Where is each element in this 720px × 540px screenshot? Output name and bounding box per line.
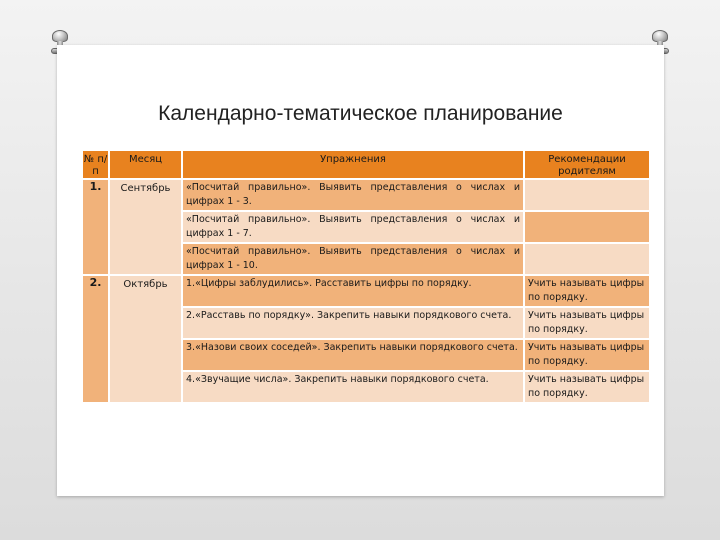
exercise-cell: «Посчитай правильно». Выявить представления о числах и цифрах 1 - 3. (182, 179, 524, 211)
recommendation-cell: Учить называть цифры по порядку. (524, 339, 650, 371)
recommendation-cell: Учить называть цифры по порядку. (524, 371, 650, 403)
row-month: Октябрь (109, 275, 182, 403)
slide-card (57, 45, 664, 496)
row-month: Сентябрь (109, 179, 182, 275)
recommendation-cell: Учить называть цифры по порядку. (524, 307, 650, 339)
recommendation-cell (524, 243, 650, 275)
slide-title: Календарно-тематическое планирование (158, 102, 563, 125)
table-row (82, 179, 650, 211)
header-num: № п/п (82, 150, 109, 179)
recommendation-cell (524, 179, 650, 211)
exercise-cell: 2.«Расставь по порядку». Закрепить навыки порядкового счета. (182, 307, 524, 339)
row-number: 1. (89, 180, 102, 193)
recommendation-cell (524, 211, 650, 243)
header-recommendations: Рекомендации родителям (524, 150, 650, 179)
exercise-cell: «Посчитай правильно». Выявить представления о числах и цифрах 1 - 10. (182, 243, 524, 275)
planning-table (81, 149, 651, 404)
recommendation-cell: Учить называть цифры по порядку. (524, 275, 650, 307)
exercise-cell: 3.«Назови своих соседей». Закрепить навыки порядкового счета. (182, 339, 524, 371)
table-row (82, 275, 650, 307)
table-header-row (82, 150, 650, 179)
exercise-cell: 1.«Цифры заблудились». Расставить цифры по порядку. (182, 275, 524, 307)
row-number: 2. (89, 276, 102, 289)
exercise-cell: 4.«Звучащие числа». Закрепить навыки порядкового счета. (182, 371, 524, 403)
header-exercises: Упражнения (182, 150, 524, 179)
header-month: Месяц (109, 150, 182, 179)
exercise-cell: «Посчитай правильно». Выявить представления о числах и цифрах 1 - 7. (182, 211, 524, 243)
